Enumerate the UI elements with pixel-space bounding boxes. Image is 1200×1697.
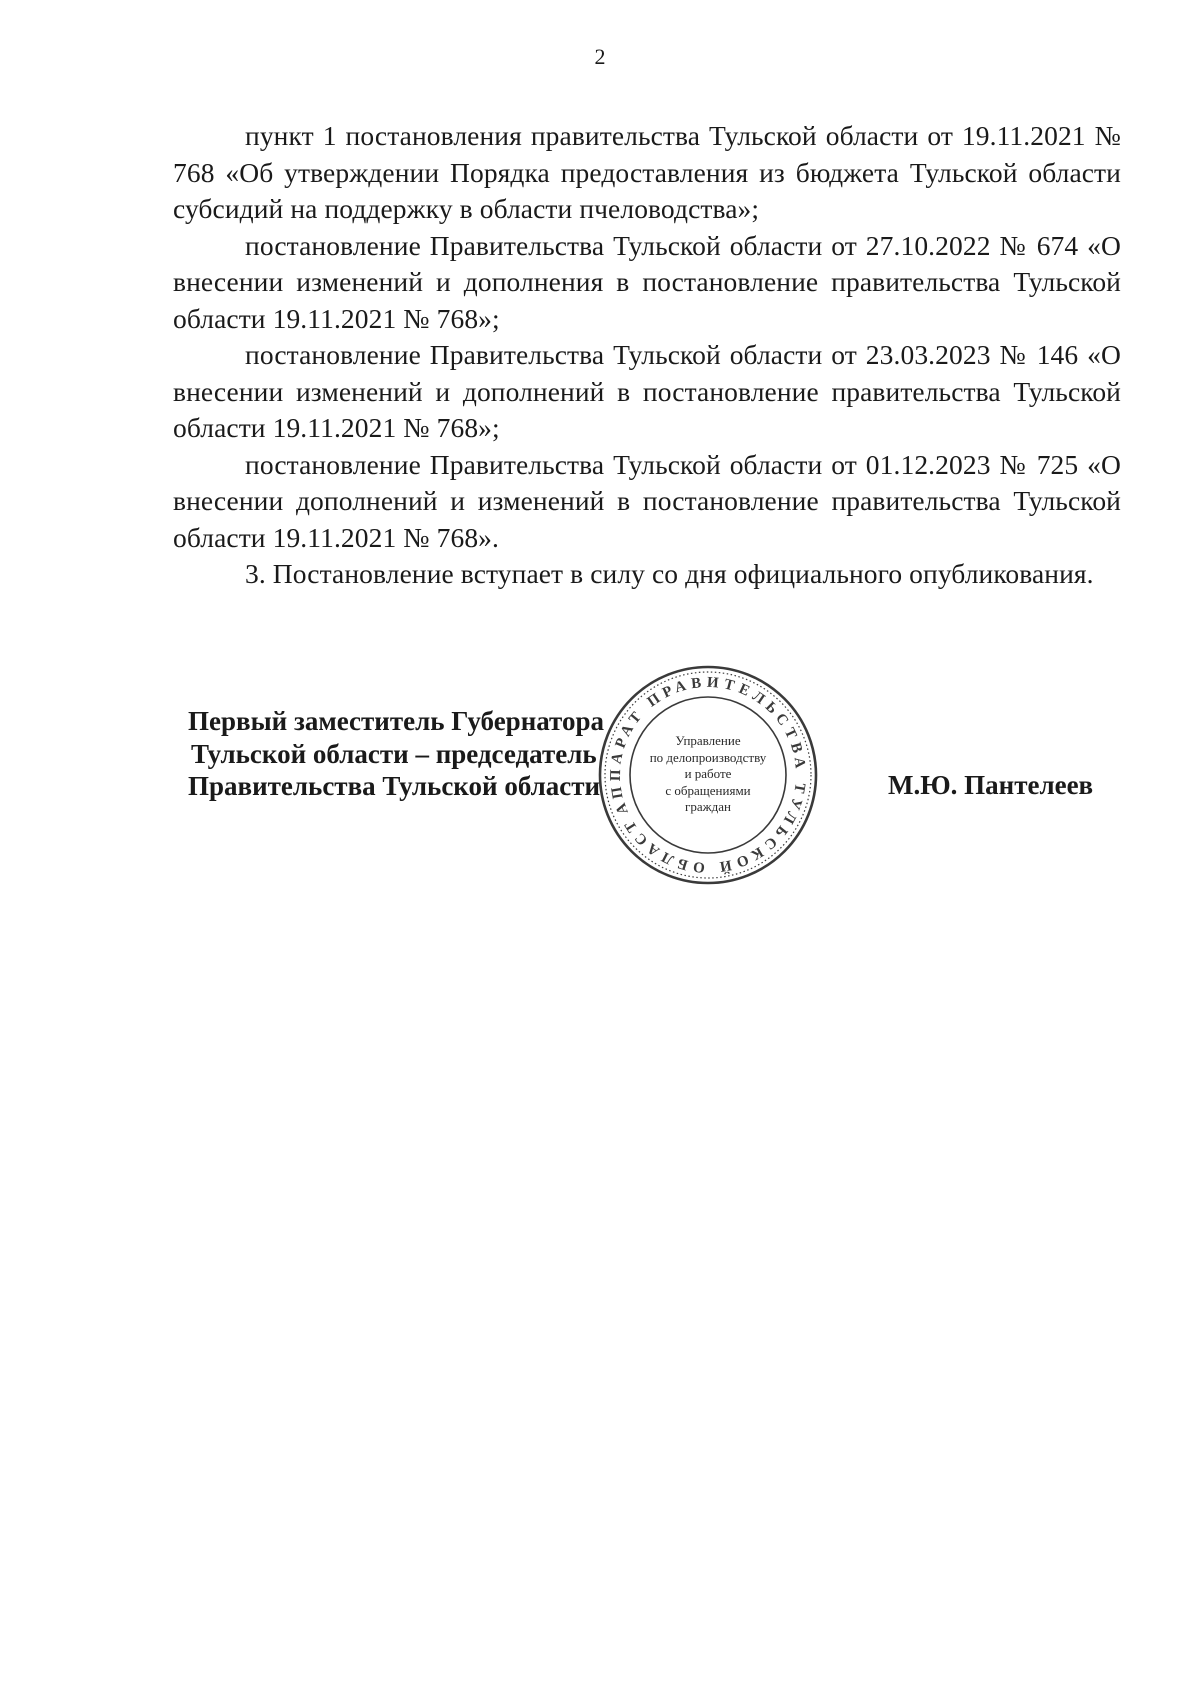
- paragraph: постановление Правительства Тульской области от 27.10.2022 № 674 «О внесении изменений и дополнения в постановление правительства Тульской области 19.11.2021 № 768»;: [173, 229, 1121, 334]
- paragraph: постановление Правительства Тульской области от 23.03.2023 № 146 «О внесении изменений и дополнений в постановление правительства Тульской области 19.11.2021 № 768»;: [173, 339, 1121, 443]
- signatory-name: М.Ю. Пантелеев: [888, 770, 1094, 800]
- signatory-position-line: Первый заместитель Губернатора: [188, 706, 604, 736]
- official-seal: [594, 661, 822, 889]
- seal-ring-text: АППАРАТ ПРАВИТЕЛЬСТВА ТУЛЬСКОЙ ОБЛАСТИ: [607, 674, 809, 876]
- page-number: 2: [594, 44, 606, 69]
- paragraph: пункт 1 постановления правительства Тульской области от 19.11.2021 № 768 «Об утверждении Порядка предоставления из бюджета Тульской области субсидий на поддержку в области пчеловодства»;: [173, 120, 1121, 224]
- seal-center-line: по делопроизводству: [649, 749, 767, 765]
- document-body: [173, 118, 1121, 593]
- effective-date-paragraph: 3. Постановление вступает в силу со дня официального опубликования.: [245, 558, 1094, 589]
- seal-center-line: граждан: [685, 799, 731, 814]
- signatory-position-line: Правительства Тульской области: [188, 771, 601, 801]
- seal-center-text: [630, 733, 786, 816]
- seal-center-line: и работе: [684, 766, 732, 781]
- signatory-position: [188, 705, 604, 803]
- seal-center-line: Управление: [675, 733, 741, 748]
- seal-center-line: с обращениями: [665, 782, 751, 798]
- paragraph: постановление Правительства Тульской области от 01.12.2023 № 725 «О внесении дополнений и изменений в постановление правительства Тульской области 19.11.2021 № 768».: [173, 448, 1121, 553]
- signatory-position-line: Тульской области – председатель: [191, 738, 597, 769]
